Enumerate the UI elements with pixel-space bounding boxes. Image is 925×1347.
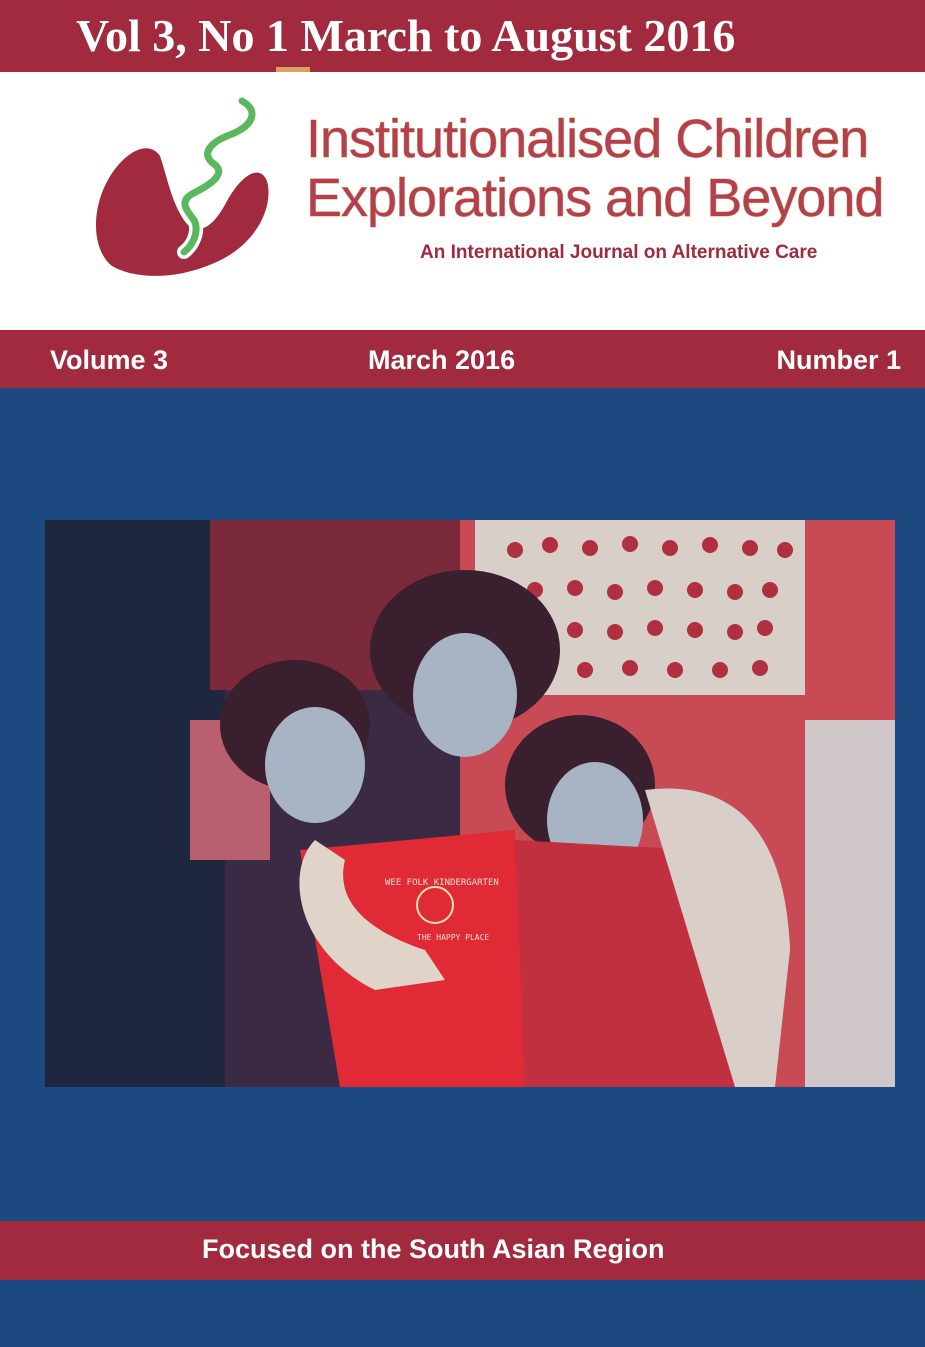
issue-volume: Volume 3 [50, 345, 169, 375]
shirt-text-2: THE HAPPY PLACE [417, 933, 490, 942]
journal-title-line-2: Explorations and Beyond [306, 168, 884, 228]
journal-logo-icon [92, 96, 272, 286]
volume-line: Vol 3, No 1 March to August 2016 [76, 10, 736, 61]
masthead [0, 72, 925, 330]
children-photo-image [45, 520, 895, 1087]
journal-title-line-1: Institutionalised Children [306, 109, 869, 169]
issue-bar [0, 330, 925, 388]
shirt-text-1: WEE FOLK KINDERGARTEN [385, 878, 499, 888]
journal-subtitle: An International Journal on Alternative Care [420, 242, 818, 263]
issue-number: Number 1 [776, 345, 901, 375]
focus-text: Focused on the South Asian Region [202, 1234, 665, 1264]
focus-banner [0, 1221, 925, 1280]
volume-banner [0, 0, 925, 72]
bottom-strip [0, 1280, 925, 1347]
issue-date: March 2016 [368, 345, 516, 375]
photo-illustration [45, 520, 895, 1087]
